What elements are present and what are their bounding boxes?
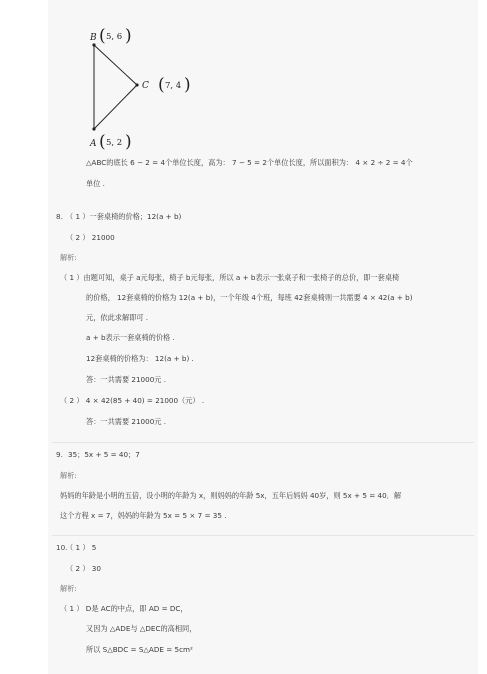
q8-p1-line5: 12套桌椅的价格为： 12(a + b) .	[86, 354, 194, 363]
q10-line1: （ 1 ） D是 AC的中点，即 AD = DC，	[60, 604, 188, 613]
divider	[52, 442, 474, 443]
point-B-dot	[92, 43, 95, 46]
point-A-name: A	[90, 139, 97, 149]
paren-A-close: )	[125, 132, 132, 152]
q7-line2: 单位 .	[86, 179, 105, 188]
q8-p1-line6: 答：一共需要 21000元 .	[86, 375, 167, 384]
q8-p1-line4: a + b表示一套桌椅的价格 .	[86, 333, 175, 342]
q9-number: 9.	[56, 450, 63, 459]
paren-B-close: )	[125, 26, 132, 46]
point-A-dot	[92, 127, 95, 130]
q9-jiexi-label: 解析:	[60, 471, 77, 480]
q10-answer2: （ 2 ） 30	[66, 564, 101, 573]
divider	[52, 535, 474, 536]
point-C-dot	[135, 83, 138, 86]
q7-line1: △ABC的底长 6 − 2 = 4个单位长度，高为： 7 − 5 = 2个单位长度，所以面积为： 4 × 2 ÷ 2 = 4个	[86, 158, 413, 167]
q9-line2: 这个方程 x = 7，妈妈的年龄为 5x = 5 × 7 = 35 .	[60, 511, 227, 520]
q9-line1: 妈妈的年龄是小明的五倍，设小明的年龄为 x，则妈妈的年龄 5x，五年后妈妈 40岁，则 5x + 5 = 40．解	[60, 491, 402, 500]
q8-answer2: （ 2 ） 21000	[66, 233, 115, 242]
q10-answer1: （ 1 ） 5	[66, 543, 97, 552]
paren-A-open: (	[99, 132, 106, 152]
q8-answer1: （ 1 ）一套桌椅的价格；12(a + b)	[66, 212, 182, 221]
point-C-coords: 7, 4	[165, 81, 182, 91]
q10-line3: 所以 S△BDC = S△ADE = 5cm²	[86, 645, 193, 654]
triangle-figure	[85, 25, 205, 155]
paren-B-open: (	[99, 26, 106, 46]
q10-jiexi-label: 解析:	[60, 584, 77, 593]
point-B-name: B	[90, 33, 97, 43]
paren-C-open: (	[158, 75, 165, 95]
q8-p2-line2: 答：一共需要 21000元 .	[86, 417, 167, 426]
edge-AC	[94, 85, 137, 129]
q10-line2: 又因为 △ADE与 △DEC的高相同，	[86, 624, 197, 633]
point-C-name: C	[142, 81, 149, 91]
q8-p1-line3: 元，依此求解即可 .	[86, 313, 149, 322]
q8-p2-line1: （ 2 ） 4 × 42(85 + 40) = 21000（元） .	[60, 396, 205, 405]
q8-p1-line2: 的价格， 12套桌椅的价格为 12(a + b)，一个年级 4个班，每班 42套桌椅则一共需要 4 × 42(a + b)	[86, 293, 413, 302]
edge-BC	[94, 45, 137, 85]
q10-number: 10.	[56, 543, 68, 552]
point-A-coords: 5, 2	[106, 138, 123, 148]
q8-p1-line1: （ 1 ）由题可知，桌子 a元每张，椅子 b元每张，所以 a + b表示一张桌子和一张椅子的总价，即一套桌椅	[60, 273, 400, 282]
q8-jiexi-label: 解析:	[60, 253, 77, 262]
q8-number: 8.	[56, 212, 63, 221]
paren-C-close: )	[184, 75, 191, 95]
point-B-coords: 5, 6	[106, 32, 123, 42]
q9-answer: 35；5x + 5 = 40；7	[68, 450, 140, 459]
